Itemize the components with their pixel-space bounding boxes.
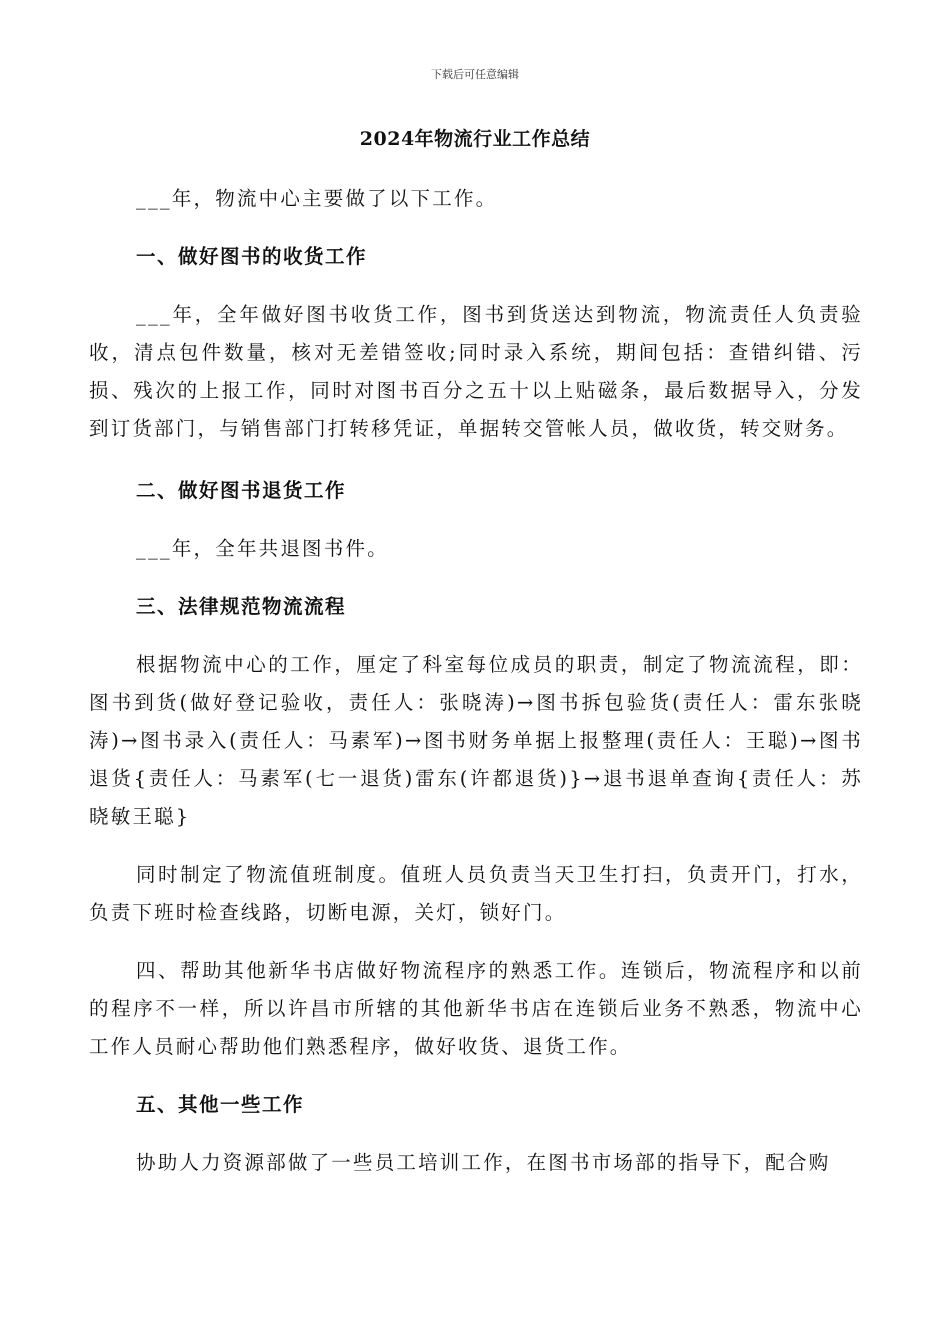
header-note: 下载后可任意编辑 [431, 68, 519, 81]
section4-paragraph: 四、帮助其他新华书店做好物流程序的熟悉工作。连锁后，物流程序和以前的程序不一样，所以许昌市所辖的其他新华书店在连锁后业务不熟悉，物流中心工作人员耐心帮助他们熟悉程序，做好收货、退货工作。 [89, 959, 863, 1058]
document-title: 2024年物流行业工作总结 [359, 128, 591, 150]
document-body [89, 180, 863, 1182]
section3-paragraph-duty: 同时制定了物流值班制度。值班人员负责当天卫生打扫，负责开门，打水，负责下班时检查线路，切断电源，关灯，锁好门。 [89, 863, 863, 924]
section3-paragraph-process: 根据物流中心的工作，厘定了科室每位成员的职责，制定了物流流程，即：图书到货(做好登记验收，责任人：张晓涛)→图书拆包验货(责任人：雷东张晓涛)→图书录入(责任人：马素军)→图书财务单据上报整理(责任人：王聪)→图书退货{责任人：马素军(七一退货)雷东(许都退货)}→退书退单查询{责任人：苏晓敏王聪} [89, 653, 863, 828]
section5-paragraph: 协助人力资源部做了一些员工培训工作，在图书市场部的指导下，配合购 [136, 1151, 831, 1174]
intro-paragraph: ___年，物流中心主要做了以下工作。 [136, 187, 498, 210]
section5-heading: 五、其他一些工作 [136, 1093, 305, 1116]
section1-paragraph: ___年，全年做好图书收货工作，图书到货送达到物流，物流责任人负责验收，清点包件数量，核对无差错签收;同时录入系统，期间包括：查错纠错、污损、残次的上报工作，同时对图书百分之五十以上贴磁条，最后数据导入，分发到订货部门，与销售部门打转移凭证，单据转交管帐人员，做收货，转交财务。 [89, 303, 863, 440]
section1-heading: 一、做好图书的收货工作 [136, 245, 368, 268]
section2-heading: 二、做好图书退货工作 [136, 479, 347, 502]
section2-paragraph: ___年，全年共退图书件。 [136, 537, 389, 560]
section3-heading: 三、法律规范物流流程 [136, 595, 347, 618]
